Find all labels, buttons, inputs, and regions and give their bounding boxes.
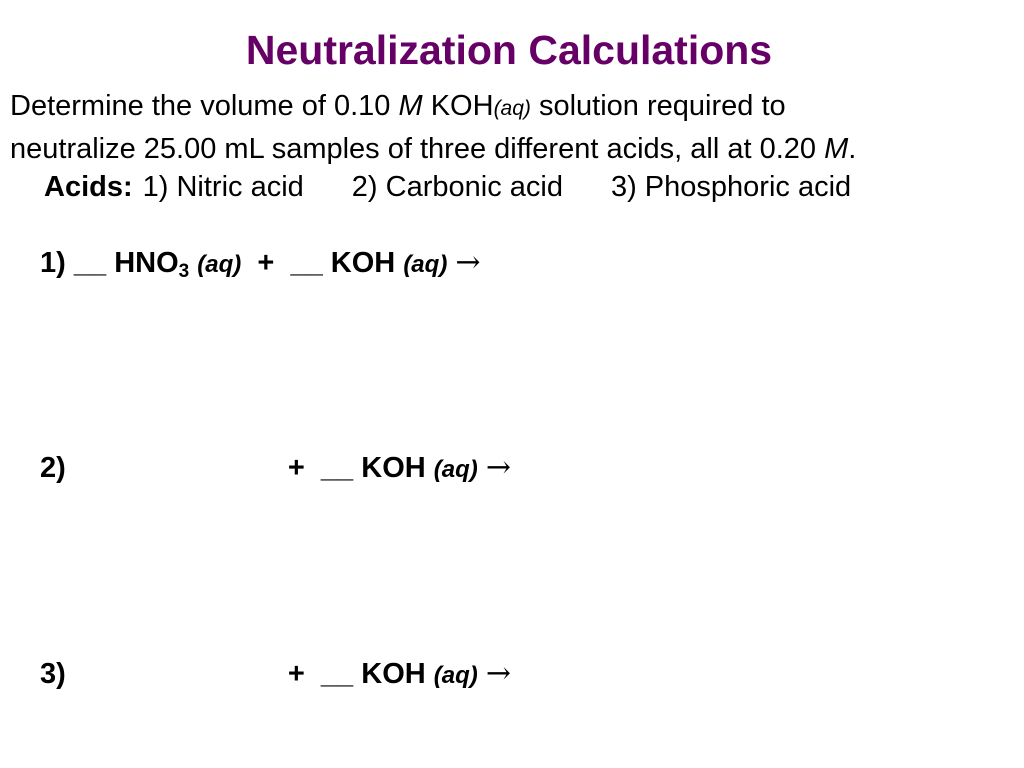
molarity-symbol-2: M [824, 133, 849, 165]
formula-subscript: 3 [178, 261, 190, 282]
equation-number: 3) [40, 658, 66, 690]
plus-sign: + [257, 247, 275, 279]
coefficient-blank[interactable]: __ [320, 452, 354, 484]
molarity-symbol: M [398, 90, 423, 122]
equation-3 [40, 654, 511, 696]
problem-statement [10, 86, 1020, 170]
acid-item-phosphoric: 3) Phosphoric acid [610, 171, 852, 203]
problem-line-1 [10, 86, 1020, 129]
base-formula: KOH [330, 247, 396, 279]
base-state: (aq) [433, 662, 478, 689]
koh-formula: KOH [422, 90, 494, 122]
plus-sign: + [287, 658, 305, 690]
slide-title: Neutralization Calculations [245, 27, 773, 73]
plus-sign: + [287, 452, 305, 484]
problem-text-end: . [848, 133, 857, 165]
problem-text-part2: solution required to [530, 90, 786, 122]
problem-text-part1: Determine the volume of 0.10 [10, 90, 399, 122]
problem-text-line2: neutralize 25.00 mL samples of three different acids, all at 0.20 [10, 133, 825, 165]
acid-state: (aq) [197, 251, 242, 278]
equation-1 [40, 243, 481, 285]
acid-item-nitric: 1) Nitric acid [142, 171, 304, 203]
acid-formula: $HNO_3$ [114, 247, 190, 282]
equation-number: 2) [40, 452, 66, 484]
coefficient-blank[interactable]: __ [320, 658, 354, 690]
reaction-arrow-icon: → [455, 245, 481, 280]
equation-number: 1) [40, 247, 66, 279]
coefficient-blank[interactable]: __ [290, 247, 323, 279]
acids-list [44, 167, 851, 207]
aqueous-state: (aq) [493, 97, 531, 120]
base-state: (aq) [433, 456, 478, 483]
equation-2 [40, 448, 511, 490]
problem-line-2 [10, 129, 1020, 170]
reaction-arrow-icon: → [485, 656, 511, 691]
base-formula: KOH [361, 452, 426, 484]
reaction-arrow-icon: → [485, 450, 511, 485]
coefficient-blank[interactable]: __ [73, 247, 107, 279]
base-formula: KOH [361, 658, 426, 690]
acid-item-carbonic: 2) Carbonic acid [351, 171, 563, 203]
acids-label: Acids: [44, 171, 133, 203]
base-state: (aq) [403, 251, 448, 278]
